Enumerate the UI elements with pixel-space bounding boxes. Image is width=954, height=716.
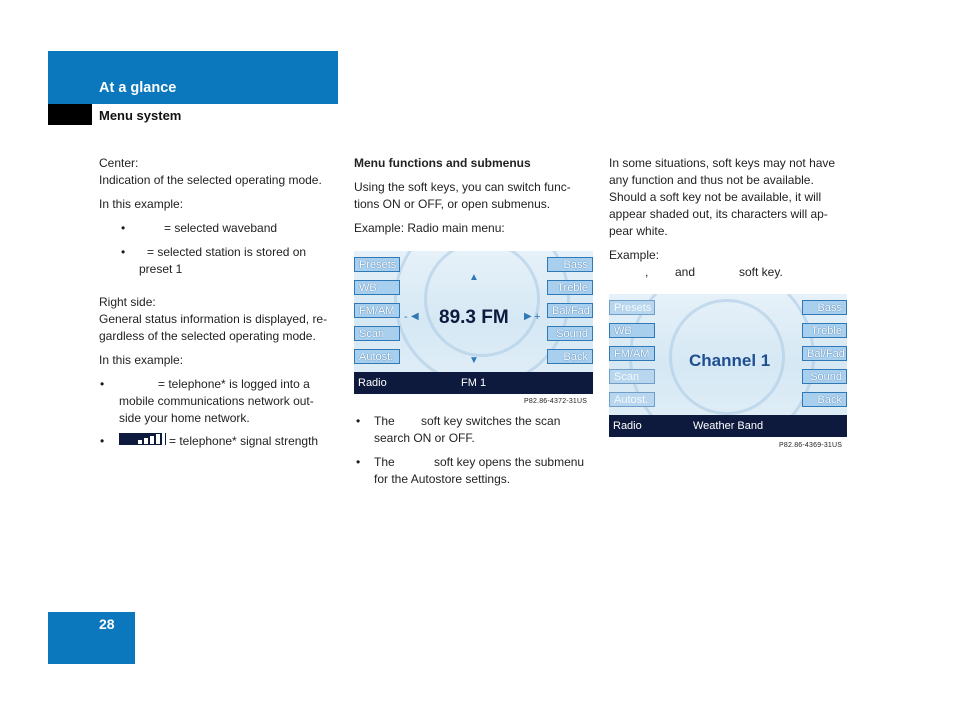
scan-bullet-post: soft key switches the scan [421, 414, 561, 428]
softkey-bal-fad[interactable]: Bal/Fad [802, 346, 847, 361]
autostore-bullet-post: soft key opens the submenu [434, 455, 585, 469]
softkey-bal-fad[interactable]: Bal/Fad [547, 303, 593, 318]
autostore-bullet-line2: for the Autostore settings. [374, 472, 511, 486]
softkey-fm-am[interactable]: FM/AM [609, 346, 655, 361]
arrow-down-icon[interactable]: ▼ [469, 355, 479, 366]
status-bar [609, 415, 847, 437]
bullet-signal: = telephone* signal strength [169, 434, 319, 448]
softkey-wb[interactable]: WB [354, 280, 400, 295]
softkey-back[interactable]: Back [802, 392, 847, 407]
softkey-para-line2: tions ON or OFF, or open submenus. [354, 197, 551, 211]
status-waveband: FM 1 [461, 377, 487, 389]
bullet-marker: • [121, 221, 126, 235]
bullet-roaming-line1: = telephone* is logged into a [158, 377, 310, 391]
softkey-scan-disabled: Scan [609, 369, 655, 384]
figure-code: P82.86-4372-31US [524, 398, 588, 405]
signal-strength-icon [119, 433, 166, 445]
page-number-block [48, 612, 135, 664]
weather-band-display [609, 294, 847, 437]
softkey-back[interactable]: Back [547, 349, 593, 364]
status-band: Weather Band [693, 420, 764, 432]
frequency-display: 89.3 FM [439, 307, 509, 328]
bullet-marker: • [121, 245, 126, 259]
softkey-autostore[interactable]: Autost. [354, 349, 400, 364]
bullet-roaming-line2: mobile communications network out- [119, 394, 314, 408]
bullet-marker: • [356, 414, 361, 428]
scan-bullet-pre: The [374, 414, 395, 428]
bullet-marker: • [100, 377, 105, 391]
softkey-para-line1: Using the soft keys, you can switch func- [354, 180, 571, 194]
right-label: Right side: [99, 295, 156, 309]
softkey-presets[interactable]: Presets [354, 257, 400, 272]
unavailable-para-line2: any function and thus not be available. [609, 173, 814, 187]
bullet-preset-line1: = selected station is stored on [147, 245, 307, 259]
center-label: Center: [99, 156, 139, 170]
softkey-scan[interactable]: Scan [354, 326, 400, 341]
section-title: At a glance [99, 80, 177, 96]
unavailable-para-line4: appear shaded out, its characters will ap- [609, 207, 828, 221]
bullet-marker: • [356, 455, 361, 469]
softkey-treble[interactable]: Treble [547, 280, 593, 295]
softkey-sound[interactable]: Sound [802, 369, 847, 384]
example-intro: In this example: [99, 353, 184, 367]
bullet-waveband: = selected waveband [164, 221, 278, 235]
radio-example-label: Example: Radio main menu: [354, 221, 505, 235]
bullet-marker: • [100, 434, 105, 448]
page-number: 28 [99, 616, 115, 632]
channel-display: Channel 1 [689, 351, 771, 370]
subsection-title: Menu system [99, 108, 182, 123]
scan-bullet-line2: search ON or OFF. [374, 431, 475, 445]
right-desc-line1: General status information is displayed, re- [99, 312, 328, 326]
softkey-fm-am[interactable]: FM/AM [354, 303, 400, 318]
softkey-bass[interactable]: Bass [547, 257, 593, 272]
minus-label: - [404, 311, 408, 323]
bullet-preset-line2: preset 1 [139, 262, 183, 276]
plus-label: + [534, 311, 541, 323]
autostore-bullet-pre: The [374, 455, 395, 469]
bullet-roaming-line3: side your home network. [119, 411, 250, 425]
seek-right-icon[interactable]: ▶ [524, 311, 532, 322]
unavailable-para-line5: pear white. [609, 224, 668, 238]
softkey-bass[interactable]: Bass [802, 300, 847, 315]
softkey-autostore-disabled: Autost. [609, 392, 655, 407]
section-marker [48, 104, 92, 125]
menu-functions-heading: Menu functions and submenus [354, 156, 531, 170]
softkey-wb[interactable]: WB [609, 323, 655, 338]
center-desc: Indication of the selected operating mode. [99, 173, 322, 187]
example-and: and [675, 265, 696, 279]
status-mode: Radio [613, 420, 642, 432]
arrow-up-icon[interactable]: ▲ [469, 272, 479, 283]
example-end: soft key. [739, 265, 783, 279]
example-label: Example: [609, 248, 660, 262]
unavailable-para-line1: In some situations, soft keys may not have [609, 156, 836, 170]
example-comma: , [645, 265, 649, 279]
softkey-presets-disabled: Presets [609, 300, 655, 315]
softkey-treble[interactable]: Treble [802, 323, 847, 338]
status-mode: Radio [358, 377, 387, 389]
radio-main-menu-display [354, 251, 593, 394]
unavailable-para-line3: Should a soft key not be available, it will [609, 190, 822, 204]
example-intro: In this example: [99, 197, 184, 211]
softkey-sound[interactable]: Sound [547, 326, 593, 341]
seek-left-icon[interactable]: ◀ [411, 311, 419, 322]
figure-code: P82.86-4369-31US [779, 442, 843, 449]
status-bar [354, 372, 593, 394]
right-desc-line2: gardless of the selected operating mode. [99, 329, 316, 343]
header-banner [48, 51, 338, 104]
